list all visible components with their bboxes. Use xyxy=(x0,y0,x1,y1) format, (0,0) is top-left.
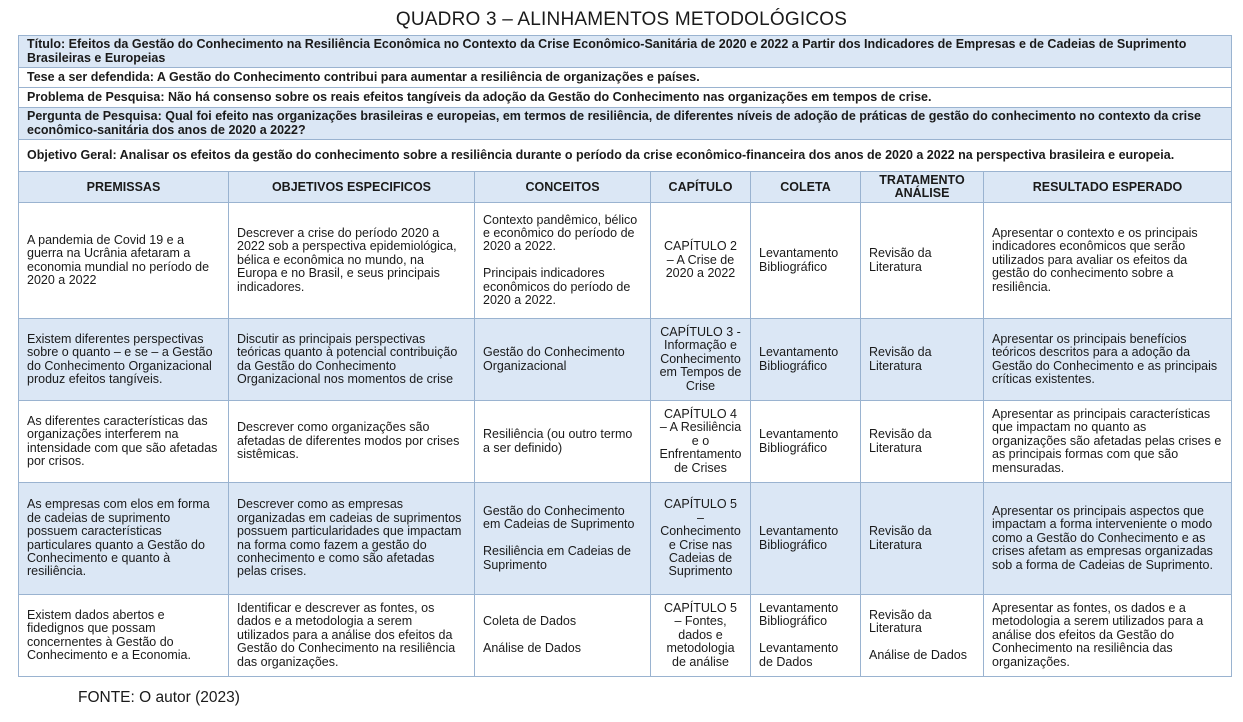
table-row xyxy=(19,401,1232,483)
cell-resultado: Apresentar os principais aspectos que impactam a forma interveniente o modo como a Gestão do Conhecimento e as crises afetam as empresas organizadas sob a forma de Cadeias de Suprimento. xyxy=(984,483,1232,595)
column-header-row xyxy=(19,172,1232,203)
cell-tratamento: Revisão da Literatura xyxy=(861,483,984,595)
column-header-conceitos: CONCEITOS xyxy=(475,172,651,203)
cell-tratamento: Revisão da Literatura xyxy=(861,203,984,319)
table-caption: QUADRO 3 – ALINHAMENTOS METODOLÓGICOS xyxy=(395,9,848,30)
cell-capitulo: CAPÍTULO 2 – A Crise de 2020 a 2022 xyxy=(651,203,751,319)
cell-objetivos: Descrever a crise do período 2020 a 2022 sob a perspectiva epidemiológica, bélica e econômica no mundo, na Europa e no Brasil, e seus principais indicadores. xyxy=(229,203,475,319)
cell-premissas: Existem diferentes perspectivas sobre o quanto – e se – a Gestão do Conhecimento Organizacional produz efeitos tangíveis. xyxy=(19,319,229,401)
problem-row: Problema de Pesquisa: Não há consenso sobre os reais efeitos tangíveis da adoção da Gestão do Conhecimento nas organizações em tempos de crise. xyxy=(19,88,1232,108)
cell-conceitos: Coleta de Dados Análise de Dados xyxy=(475,595,651,677)
column-header-tratamento: TRATAMENTO ANÁLISE xyxy=(861,172,984,203)
cell-capitulo: CAPÍTULO 5 – Conhecimento e Crise nas Cadeias de Suprimento xyxy=(651,483,751,595)
cell-objetivos: Discutir as principais perspectivas teóricas quanto à potencial contribuição da Gestão do Conhecimento Organizacional nos momentos de crise xyxy=(229,319,475,401)
table-row xyxy=(19,319,1232,401)
cell-coleta: Levantamento Bibliográfico xyxy=(751,319,861,401)
cell-objetivos: Descrever como organizações são afetadas de diferentes modos por crises sistêmicas. xyxy=(229,401,475,483)
title-row: Título: Efeitos da Gestão do Conhecimento na Resiliência Econômica no Contexto da Crise Econômico-Sanitária de 2020 e 2022 a Partir dos Indicadores de Empresas e de Cadeias de Suprimento Brasileiras e Europeias xyxy=(19,36,1232,68)
thesis-row: Tese a ser defendida: A Gestão do Conhecimento contribui para aumentar a resiliência de organizações e países. xyxy=(19,68,1232,88)
table-row xyxy=(19,595,1232,677)
source-note: FONTE: O autor (2023) xyxy=(78,689,240,706)
table-row xyxy=(19,203,1232,319)
column-header-capitulo: CAPÍTULO xyxy=(651,172,751,203)
question-row: Pergunta de Pesquisa: Qual foi efeito nas organizações brasileiras e europeias, em termos de resiliência, de diferentes níveis de adoção de práticas de gestão do conhecimento no contexto da crise econômico-sanitária dos anos de 2020 a 2022? xyxy=(19,108,1232,140)
cell-premissas: Existem dados abertos e fidedignos que possam concernentes à Gestão do Conhecimento e a Economia. xyxy=(19,595,229,677)
cell-objetivos: Descrever como as empresas organizadas em cadeias de suprimentos possuem particularidades que impactam na forma como fazem a gestão do conhecimento e como são afetadas pelas crises. xyxy=(229,483,475,595)
cell-tratamento: Revisão da Literatura xyxy=(861,401,984,483)
methodology-table xyxy=(18,35,1232,677)
column-header-premissas: PREMISSAS xyxy=(19,172,229,203)
table-row xyxy=(19,483,1232,595)
cell-resultado: Apresentar as fontes, os dados e a metodologia a serem utilizados para a análise dos efeitos da Gestão do Conhecimento na resiliência das organizações. xyxy=(984,595,1232,677)
column-header-coleta: COLETA xyxy=(751,172,861,203)
cell-capitulo: CAPÍTULO 3 - Informação e Conhecimento em Tempos de Crise xyxy=(651,319,751,401)
cell-tratamento: Revisão da Literatura xyxy=(861,319,984,401)
cell-capitulo: CAPÍTULO 4 – A Resiliência e o Enfrentamento de Crises xyxy=(651,401,751,483)
cell-coleta: Levantamento Bibliográfico xyxy=(751,203,861,319)
cell-premissas: A pandemia de Covid 19 e a guerra na Ucrânia afetaram a economia mundial no período de 2020 a 2022 xyxy=(19,203,229,319)
cell-coleta: Levantamento Bibliográfico xyxy=(751,401,861,483)
cell-resultado: Apresentar os principais benefícios teóricos descritos para a adoção da Gestão do Conhecimento e as principais críticas existentes. xyxy=(984,319,1232,401)
cell-tratamento: Revisão da Literatura Análise de Dados xyxy=(861,595,984,677)
cell-conceitos: Resiliência (ou outro termo a ser definido) xyxy=(475,401,651,483)
cell-conceitos: Contexto pandêmico, bélico e econômico do período de 2020 a 2022. Principais indicadores econômicos do período de 2020 a 2022. xyxy=(475,203,651,319)
column-header-resultado: RESULTADO ESPERADO xyxy=(984,172,1232,203)
cell-premissas: As diferentes características das organizações interferem na intensidade com que são afetadas por crisos. xyxy=(19,401,229,483)
column-header-objetivos: OBJETIVOS ESPECIFICOS xyxy=(229,172,475,203)
cell-objetivos: Identificar e descrever as fontes, os dados e a metodologia a serem utilizados para a análise dos efeitos da Gestão do Conhecimento na resiliência das organizações. xyxy=(229,595,475,677)
cell-coleta: Levantamento Bibliográfico xyxy=(751,483,861,595)
cell-coleta: Levantamento Bibliográfico Levantamento de Dados xyxy=(751,595,861,677)
cell-capitulo: CAPÍTULO 5 – Fontes, dados e metodologia de análise xyxy=(651,595,751,677)
cell-resultado: Apresentar as principais características que impactam no quanto as organizações são afetadas pelas crises e as principais formas com que são mensuradas. xyxy=(984,401,1232,483)
cell-premissas: As empresas com elos em forma de cadeias de suprimento possuem características particulares quanto a Gestão do Conhecimento e quanto à resiliência. xyxy=(19,483,229,595)
cell-conceitos: Gestão do Conhecimento em Cadeias de Suprimento Resiliência em Cadeias de Suprimento xyxy=(475,483,651,595)
cell-conceitos: Gestão do Conhecimento Organizacional xyxy=(475,319,651,401)
cell-resultado: Apresentar o contexto e os principais indicadores econômicos que serão utilizados para avaliar os efeitos da gestão do conhecimento sobre a resiliência. xyxy=(984,203,1232,319)
objective-row: Objetivo Geral: Analisar os efeitos da gestão do conhecimento sobre a resiliência durante o período da crise econômico-financeira dos anos de 2020 a 2022 na perspectiva brasileira e europeia. xyxy=(19,140,1232,172)
